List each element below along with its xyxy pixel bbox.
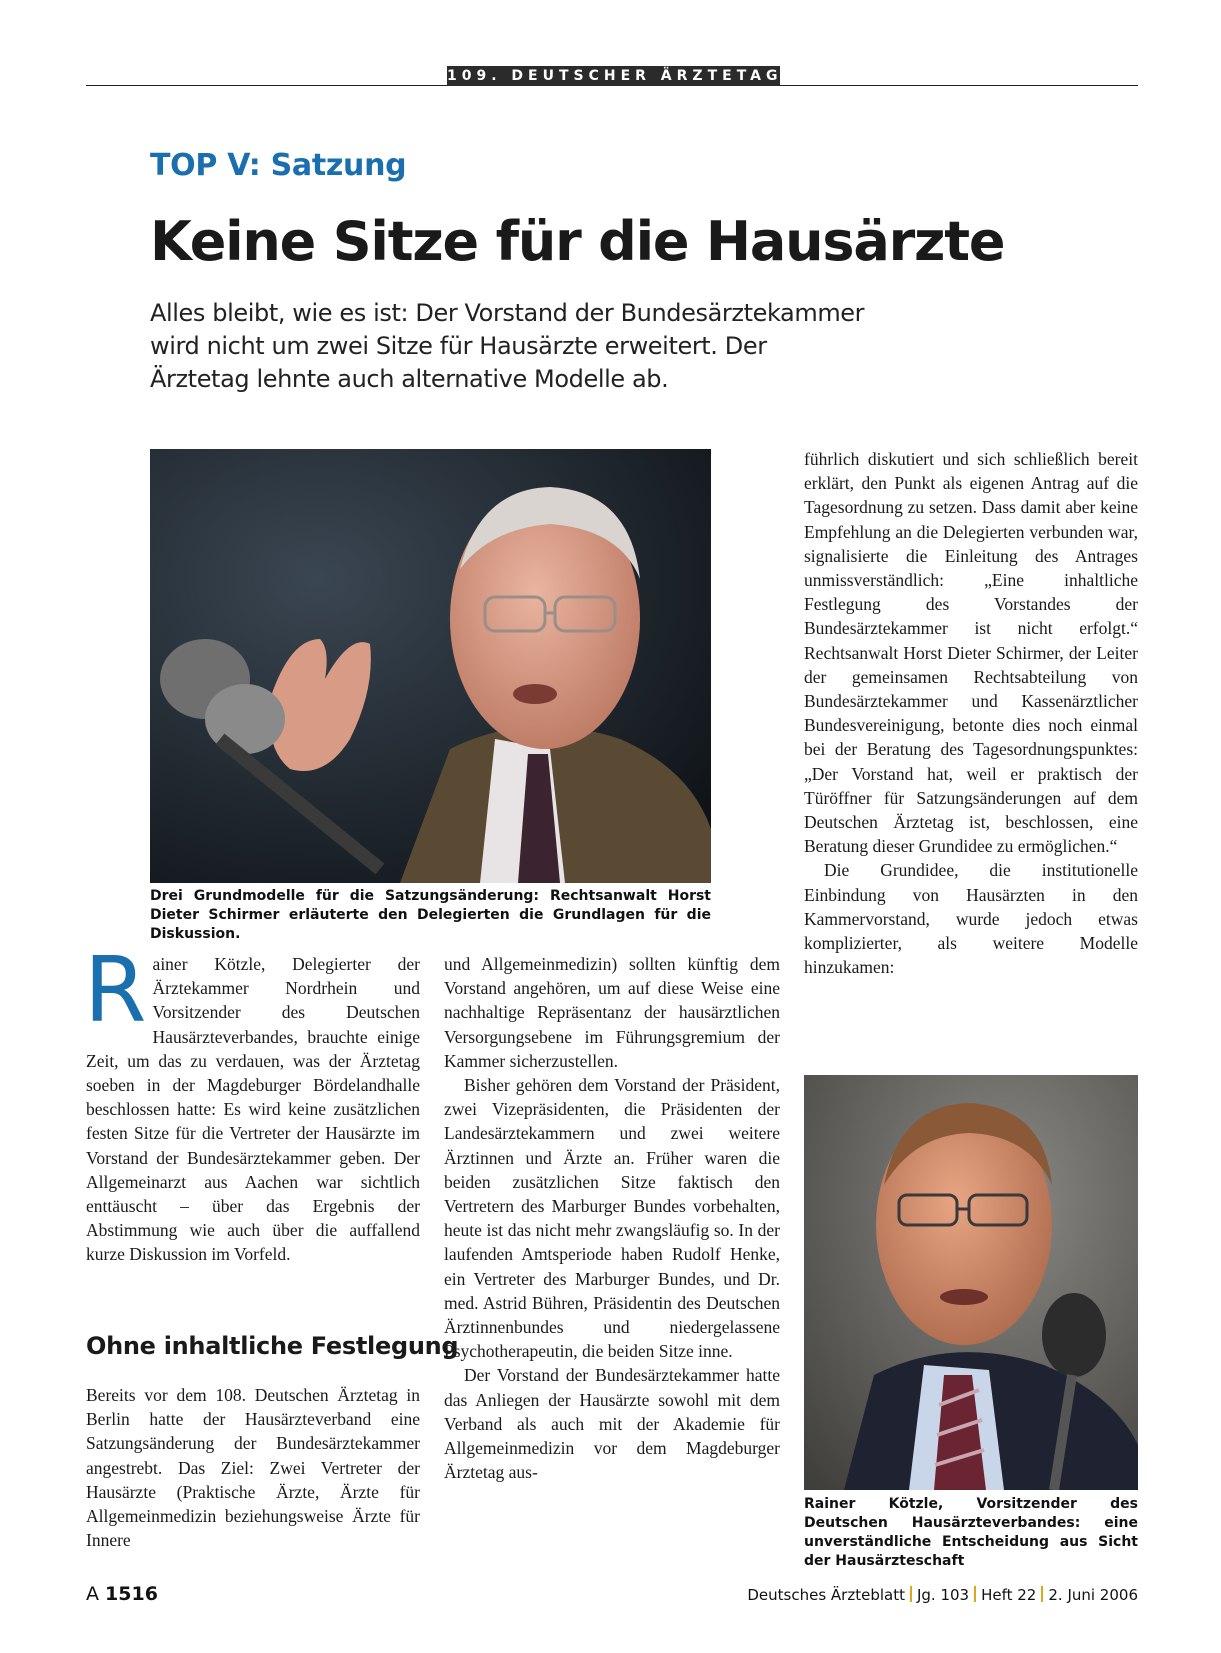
folio-prefix: A xyxy=(86,1583,99,1605)
journal-volume: Jg. 103 xyxy=(916,1586,970,1604)
body-column-1-continued xyxy=(86,1383,420,1552)
drop-cap: R xyxy=(84,938,147,1043)
body-paragraph: Bereits vor dem 108. Deutschen Ärztetag in Berlin hatte der Hausärzteverband eine Satzungsänderung der Bundesärztekammer angestrebt. Das Ziel: Zwei Vertreter der Hausärzte (Praktische Ärzte, Ärzte für Allgemeinmedizin beziehungsweise Ärzte für Innere xyxy=(86,1385,420,1551)
body-column-1 xyxy=(84,938,420,1267)
body-paragraph: Die Grundidee, die institutionelle Einbindung von Hausärzten in den Kammervorstand, wurde jedoch etwas komplizierter, als weitere Modelle hinzukamen: xyxy=(804,860,1138,978)
body-column-2 xyxy=(444,952,780,1484)
body-paragraph: führlich diskutiert und sich schließlich bereit erklärt, den Punkt als eigenen Antrag auf die Tagesordnung zu setzen. Dass damit aber keine Empfehlung an die Delegierten verbunden war, signalisierte die Einleitung des Antrages unmissverständlich: „Eine inhaltliche Festlegung des Vorstandes der Bundesärztekammer ist nicht erfolgt.“ Rechtsanwalt Horst Dieter Schirmer, der Leiter der gemeinsamen Rechtsabteilung von Bundesärztekammer und Kassenärztlicher Bundesvereinigung, betonte dies noch einmal bei der Beratung des Tagesordnungspunktes: „Der Vorstand hat, weil er praktisch der Türöffner für Satzungsänderungen auf dem Deutschen Ärztetag ist, beschlossen, eine Beratung dieser Grundidee zu ermöglichen.“ xyxy=(804,449,1138,857)
journal-date: 2. Juni 2006 xyxy=(1048,1586,1138,1604)
page-number xyxy=(86,1583,158,1605)
separator-rule xyxy=(974,1586,976,1602)
folio-number: 1516 xyxy=(105,1583,158,1605)
article-kicker: TOP V: Satzung xyxy=(150,148,407,183)
article-lead: Alles bleibt, wie es ist: Der Vorstand der Bundesärztekammer wird nicht um zwei Sitze für Hausärzte erweitert. Der Ärztetag lehnte auch alternative Modelle ab. xyxy=(150,299,865,393)
journal-issue: Heft 22 xyxy=(981,1586,1037,1604)
article-headline: Keine Sitze für die Hausärzte xyxy=(150,210,1005,273)
paragraph-text: ainer Kötzle, Delegierter der Ärztekammer Nordrhein und Vorsitzender des Deutschen Hausärzteverbandes, brauchte einige Zeit, um das zu verdauen, was der Ärztetag soeben in der Magdeburger Bördelandhalle beschlossen hatte: Es wird keine zusätzlichen festen Sitze für die Vertreter der Hausärzte im Vorstand der Bundesärztekammer geben. Der Allgemeinarzt aus Aachen war sichtlich enttäuscht – über das Ergebnis der Abstimmung wie auch über die auffallend kurze Diskussion im Vorfeld. xyxy=(86,954,420,1265)
separator-rule xyxy=(910,1586,912,1602)
body-paragraph: und Allgemeinmedizin) sollten künftig dem Vorstand angehören, um auf diese Weise eine nachhaltige Repräsentanz der hausärztlichen Versorgungsebene im Führungsgremium der Kammer sicherzustellen. xyxy=(444,954,780,1071)
body-paragraph xyxy=(84,938,420,1267)
section-subhead: Ohne inhaltliche Festlegung xyxy=(86,1332,459,1360)
body-column-3 xyxy=(804,447,1138,979)
body-paragraph: Der Vorstand der Bundesärztekammer hatte das Anliegen der Hausärzte sowohl mit dem Verband als auch mit der Akademie für Allgemeinmedizin vor dem Magdeburger Ärztetag aus- xyxy=(444,1365,780,1483)
speaker-photo-icon xyxy=(150,449,711,883)
body-paragraph: Bisher gehören dem Vorstand der Präsident, zwei Vizepräsidenten, die Präsidenten der Landesärztekammern und zwei weitere Ärztinnen und Ärzte an. Früher waren die beiden zusätzlichen Sitze faktisch den Vertretern des Marburger Bundes vorbehalten, heute ist das nicht mehr zwangsläufig so. In der laufenden Amtsperiode haben Rudolf Henke, ein Vertreter des Marburger Bundes, und Dr. med. Astrid Bühren, Präsidentin des Deutschen Ärztinnenbundes und niedergelassene Psychotherapeutin, die beiden Sitze inne. xyxy=(444,1075,780,1362)
speaker-photo-icon xyxy=(804,1075,1138,1490)
journal-name: Deutsches Ärzteblatt xyxy=(747,1586,905,1604)
photo-caption: Rainer Kötzle, Vorsitzender des Deutschen Hausärzteverbandes: eine unverständliche Entscheidung aus Sicht der Hausärzteschaft xyxy=(804,1496,1138,1569)
section-label: 109. DEUTSCHER ÄRZTETAG xyxy=(447,68,783,84)
journal-info xyxy=(747,1586,1138,1604)
photo-caption: Drei Grundmodelle für die Satzungsänderung: Rechtsanwalt Horst Dieter Schirmer erläuterte den Delegierten die Grundlagen für die Diskussion. xyxy=(150,888,711,942)
separator-rule xyxy=(1041,1586,1043,1602)
